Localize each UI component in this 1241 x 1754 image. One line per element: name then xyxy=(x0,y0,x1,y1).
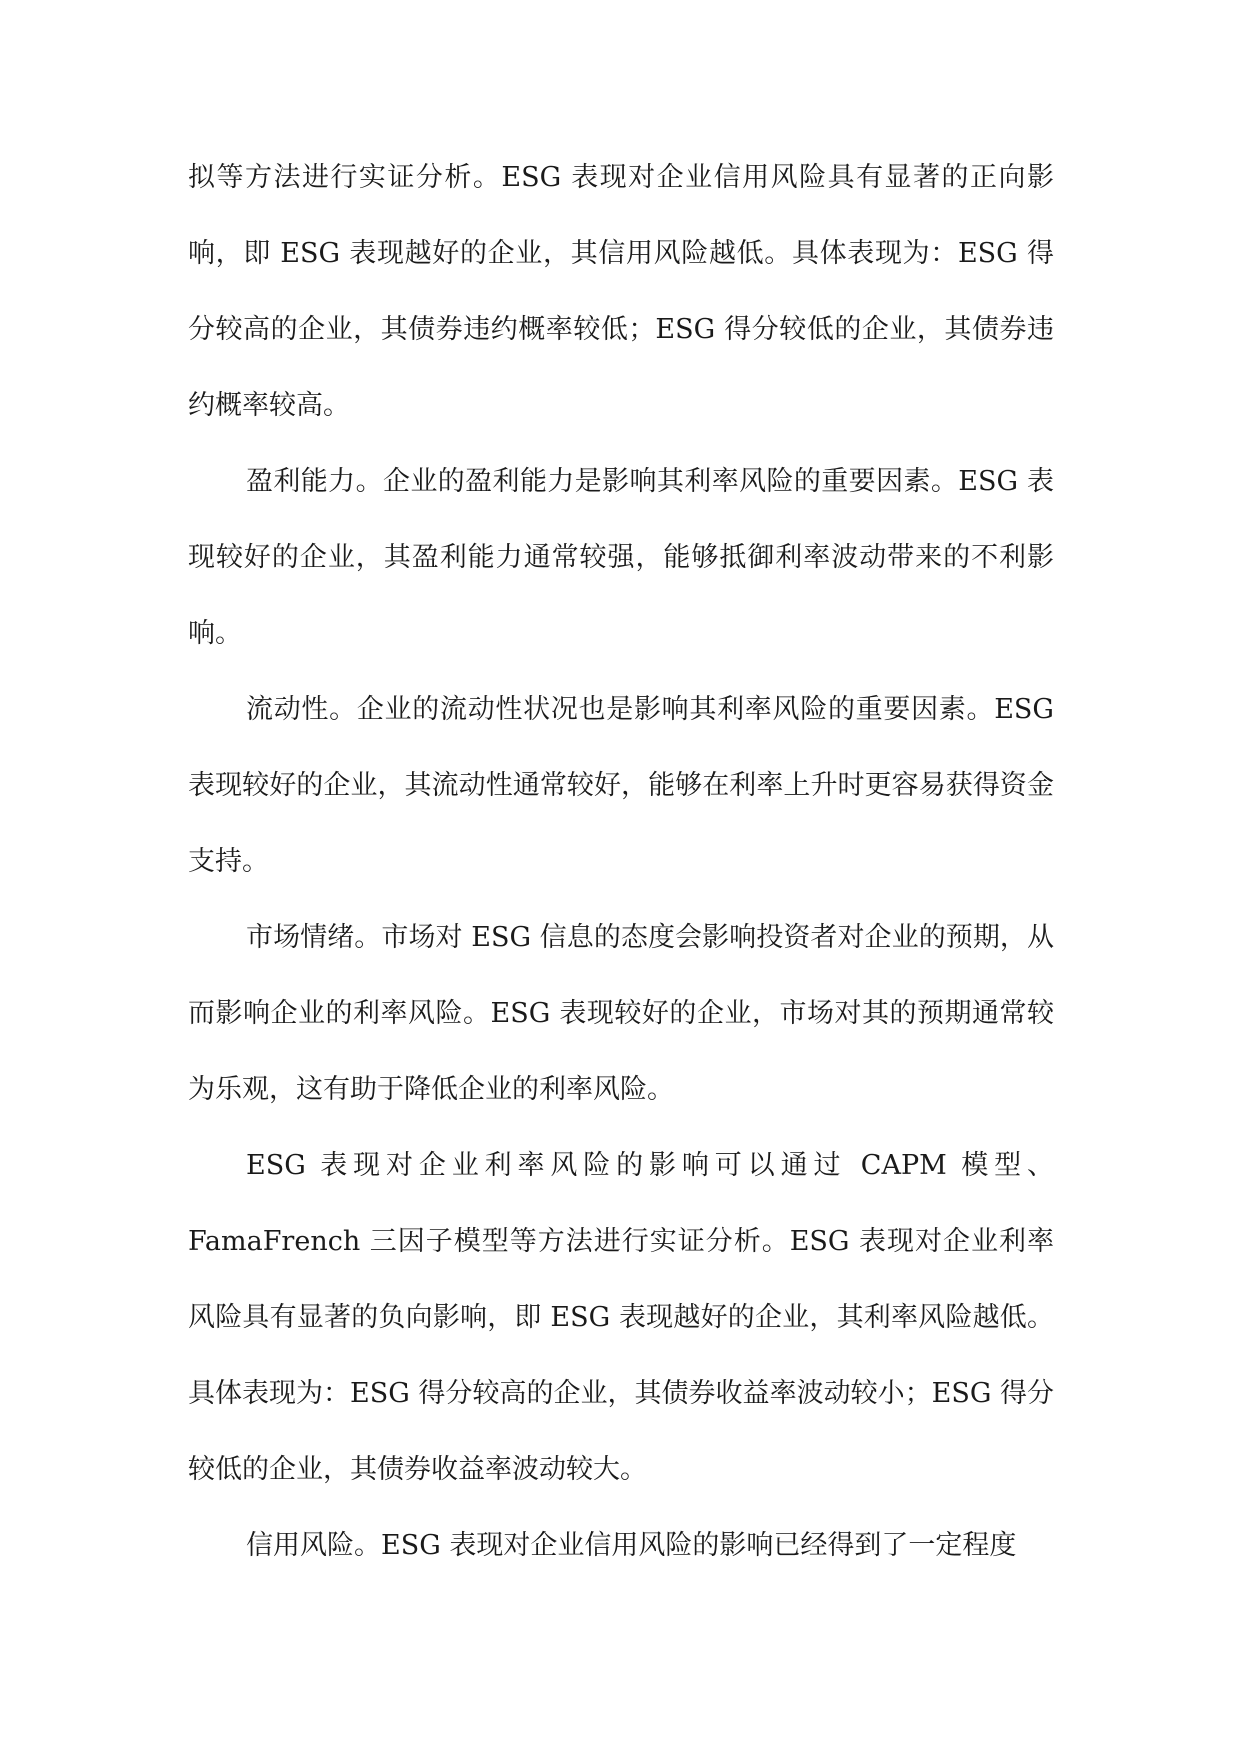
paragraph-credit-risk: 信用风险。ESG 表现对企业信用风险的影响已经得到了一定程度 xyxy=(246,1530,1017,1561)
paragraph-liquidity: 流动性。企业的流动性状况也是影响其利率风险的重要因素。ESG 表现较好的企业，其流动性通常较好，能够在利率上升时更容易获得资金支持。 xyxy=(188,694,1054,877)
paragraph-profitability: 盈利能力。企业的盈利能力是影响其利率风险的重要因素。ESG 表现较好的企业，其盈利能力通常较强，能够抵御利率波动带来的不利影响。 xyxy=(188,466,1054,649)
paragraph-market-sentiment: 市场情绪。市场对 ESG 信息的态度会影响投资者对企业的预期，从而影响企业的利率风险。ESG 表现较好的企业，市场对其的预期通常较为乐观，这有助于降低企业的利率风险。 xyxy=(188,922,1054,1105)
paragraph-continuation: 拟等方法进行实证分析。ESG 表现对企业信用风险具有显著的正向影响，即 ESG 表现越好的企业，其信用风险越低。具体表现为：ESG 得分较高的企业，其债券违约概率较低；ESG 得分较低的企业，其债券违约概率较高。 xyxy=(188,162,1054,421)
document-body xyxy=(188,140,1054,1584)
paragraph-empirical-analysis: ESG 表现对企业利率风险的影响可以通过 CAPM 模型、FamaFrench 三因子模型等方法进行实证分析。ESG 表现对企业利率风险具有显著的负向影响，即 ESG 表现越好的企业，其利率风险越低。具体表现为：ESG 得分较高的企业，其债券收益率波动较小；ESG 得分较低的企业，其债券收益率波动较大。 xyxy=(188,1150,1054,1485)
